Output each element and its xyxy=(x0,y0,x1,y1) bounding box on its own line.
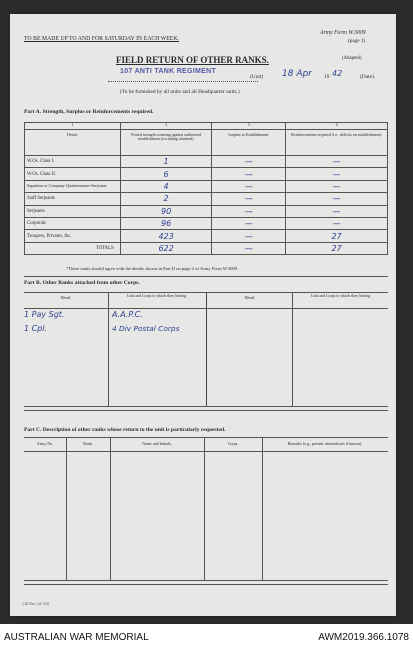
column-rule xyxy=(108,292,109,406)
row-detail: Staff Serjeants xyxy=(25,193,121,205)
divider xyxy=(24,584,388,585)
year-handwritten: 42 xyxy=(332,69,343,78)
column-rule xyxy=(262,437,263,580)
surplus-value: — xyxy=(212,230,286,242)
accession-number: AWM2019.366.1078 xyxy=(318,632,409,643)
furnished-note: (To be furnished by all units and all Headquarter units.) xyxy=(120,89,240,95)
surplus-value: — xyxy=(212,156,286,168)
reinforcements-value: — xyxy=(286,180,388,192)
part-b-col-detail: Detail. xyxy=(60,295,72,300)
date-label: (Date). xyxy=(360,74,376,80)
divider xyxy=(24,451,388,452)
attached-detail: 1 Pay Sgt. xyxy=(24,310,65,319)
part-b-col-unit: Unit and Corps to which they belong. xyxy=(126,293,188,298)
page-number: (page 1) xyxy=(348,38,366,44)
surplus-value: — xyxy=(212,205,286,217)
row-detail: Serjeants xyxy=(25,205,121,217)
reinforcements-value: — xyxy=(286,156,388,168)
part-a-heading: Part A. Strength, Surplus or Reinforcements required. xyxy=(24,109,154,115)
attached-unit: A.A.P.C. xyxy=(112,310,143,319)
unit-label: (Unit) xyxy=(250,74,264,80)
date-handwritten: 18 Apr xyxy=(282,69,312,79)
form-id: Army Form W.3009 xyxy=(320,30,366,36)
part-c-col-rank: Rank. xyxy=(83,441,93,446)
totals-label: TOTALS xyxy=(25,242,121,254)
surplus-value: — xyxy=(212,193,286,205)
col-number: 4 xyxy=(286,123,388,130)
totals-surplus: — xyxy=(212,242,286,254)
col-header-detail: Detail. xyxy=(25,130,121,156)
divider xyxy=(24,580,388,581)
row-detail: W.Os. Class II. xyxy=(25,168,121,180)
col-header-surplus: Surplus to Establishment. xyxy=(212,130,286,156)
table-row xyxy=(25,217,388,229)
part-c-col-corps: Corps. xyxy=(227,441,239,446)
part-c-col-army-no: Army No. xyxy=(36,441,54,446)
table-row xyxy=(25,193,388,205)
table-row xyxy=(25,156,388,168)
table-row xyxy=(25,180,388,192)
part-c-col-remarks: Remarks (e.g., present whereabouts if known). xyxy=(287,441,363,446)
form-sheet xyxy=(10,14,396,616)
top-note: TO BE MADE UP TO AND FOR SATURDAY IN EACH WEEK. xyxy=(24,36,179,42)
reinforcements-value: — xyxy=(286,205,388,217)
divider xyxy=(24,276,388,277)
divider xyxy=(24,437,388,438)
form-title: FIELD RETURN OF OTHER RANKS. xyxy=(116,55,269,65)
divider xyxy=(24,406,388,407)
posted-value: 90 xyxy=(120,205,212,217)
col-header-posted: Posted strength counting against authorized establishment (excluding attached). xyxy=(120,130,212,156)
part-b-heading: Part B. Other Ranks attached from other Corps. xyxy=(24,280,140,286)
part-c-col-name: Name and Initials. xyxy=(142,441,172,446)
adapted-note: (Adapted) xyxy=(342,56,362,61)
row-detail: W.Os. Class I. xyxy=(25,156,121,168)
col-number: 2 xyxy=(120,123,212,130)
table-row xyxy=(25,205,388,217)
part-b-col-unit-2: Unit and Corps to which they belong. xyxy=(310,293,372,298)
row-detail: Troopers, Privates, &c. xyxy=(25,230,121,242)
reinforcements-value: 27 xyxy=(286,230,388,242)
posted-value: 4 xyxy=(120,180,212,192)
institution-name: AUSTRALIAN WAR MEMORIAL xyxy=(4,632,149,643)
surplus-value: — xyxy=(212,180,286,192)
column-rule xyxy=(206,292,207,406)
totals-reinforcements: 27 xyxy=(286,242,388,254)
column-rule xyxy=(66,437,67,580)
totals-note: *These totals should agree with the details shown in Part D on page 2 of Army Form W.3009. xyxy=(66,266,239,271)
row-detail: Squadron or Company Quartermaster-Serjeants xyxy=(25,180,121,192)
row-detail: Corporals xyxy=(25,217,121,229)
attached-detail: 1 Cpl. xyxy=(24,324,48,333)
attached-unit: 4 Div Postal Corps xyxy=(112,324,180,333)
table-row xyxy=(25,168,388,180)
totals-row xyxy=(25,242,388,254)
col-number: 3 xyxy=(212,123,286,130)
printer-mark: 2.40 Dm. Ltd. 5/41 xyxy=(22,602,50,606)
col-header-reinforcements: Reinforcements required (i.e., deficits on establishment). xyxy=(286,130,388,156)
posted-value: 1 xyxy=(120,156,212,168)
table-row xyxy=(25,230,388,242)
unit-stamp: 107 ANTI TANK REGIMENT xyxy=(120,68,217,75)
divider xyxy=(24,410,388,411)
reinforcements-value: — xyxy=(286,168,388,180)
archive-footer xyxy=(0,624,413,653)
posted-value: 2 xyxy=(120,193,212,205)
column-rule xyxy=(204,437,205,580)
reinforcements-value: — xyxy=(286,193,388,205)
reinforcements-value: — xyxy=(286,217,388,229)
totals-posted: 622 xyxy=(120,242,212,254)
column-rule xyxy=(292,292,293,406)
part-a-table xyxy=(24,122,388,255)
posted-value: 423 xyxy=(120,230,212,242)
col-number: 1 xyxy=(25,123,121,130)
year-prefix: 19 xyxy=(324,74,330,80)
posted-value: 6 xyxy=(120,168,212,180)
surplus-value: — xyxy=(212,168,286,180)
posted-value: 96 xyxy=(120,217,212,229)
surplus-value: — xyxy=(212,217,286,229)
part-b-col-detail-2: Detail. xyxy=(244,295,256,300)
part-c-heading: Part C. Description of other ranks whose return to the unit is particularly requested. xyxy=(24,427,226,433)
column-rule xyxy=(110,437,111,580)
